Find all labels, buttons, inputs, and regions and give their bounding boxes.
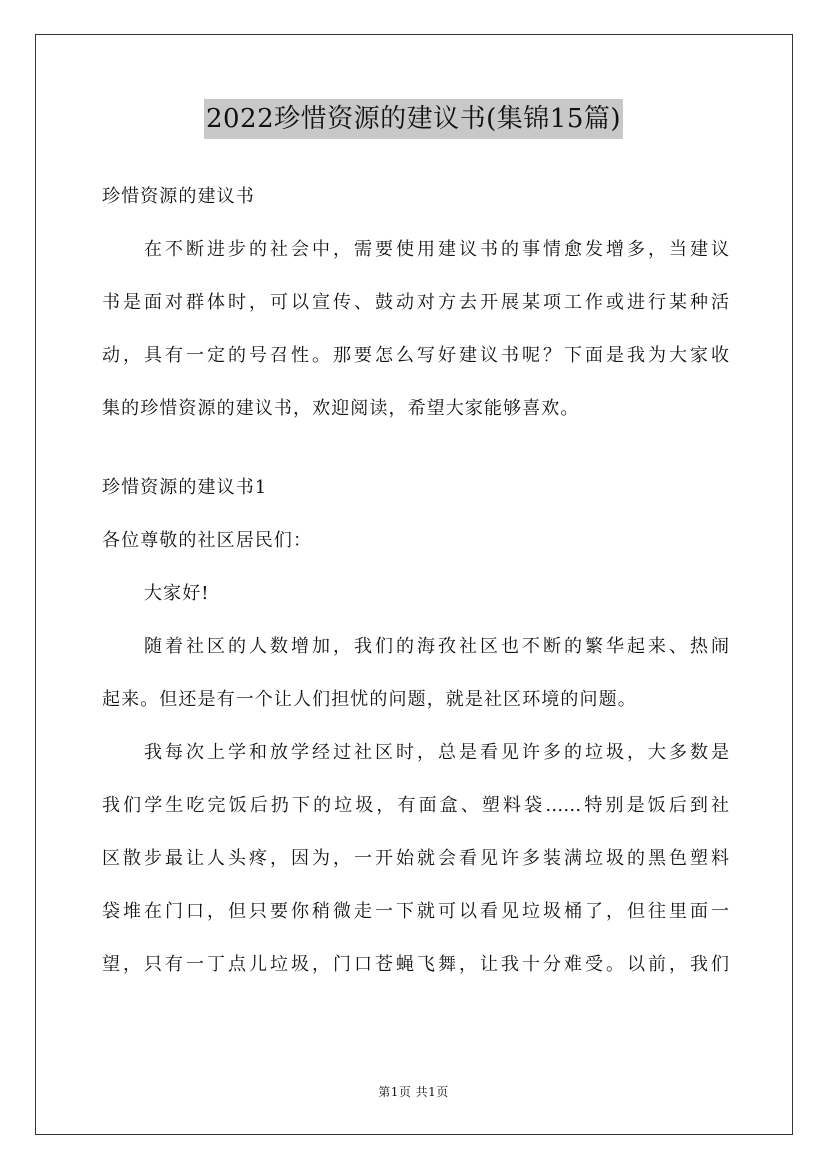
- paragraph-gap: [102, 435, 729, 461]
- section-heading: 珍惜资源的建议书1: [102, 477, 268, 498]
- paragraph-line: 望，只有一丁点儿垃圾，门口苍蝇飞舞，让我十分难受。以前，我们: [102, 954, 729, 975]
- page-footer: 第1页 共1页: [378, 1085, 449, 1099]
- title-container: [0, 99, 827, 139]
- paragraph-line: 区散步最让人头疼，因为，一开始就会看见许多装满垃圾的黑色塑料: [102, 848, 729, 869]
- paragraph-line: 随着社区的人数增加，我们的海孜社区也不断的繁华起来、热闹: [144, 636, 729, 657]
- paragraph-line: 书是面对群体时，可以宣传、鼓动对方去开展某项工作或进行某种活: [102, 292, 729, 313]
- document-body: [102, 170, 729, 991]
- paragraph-line: 我每次上学和放学经过社区时，总是看见许多的垃圾，大多数是: [144, 742, 729, 763]
- document-title: 2022珍惜资源的建议书(集锦15篇): [204, 99, 623, 139]
- paragraph-line: 动，具有一定的号召性。那要怎么写好建议书呢？下面是我为大家收: [102, 345, 729, 366]
- paragraph-line: 起来。但还是有一个让人们担忧的问题，就是社区环境的问题。: [102, 689, 637, 710]
- paragraph-line: 在不断进步的社会中，需要使用建议书的事情愈发增多，当建议: [144, 239, 729, 260]
- salutation: 各位尊敬的社区居民们：: [102, 530, 313, 551]
- greeting: 大家好!: [144, 583, 210, 604]
- paragraph-line: 集的珍惜资源的建议书，欢迎阅读，希望大家能够喜欢。: [102, 398, 580, 419]
- section-heading: 珍惜资源的建议书: [102, 186, 255, 207]
- paragraph-line: 袋堆在门口，但只要你稍微走一下就可以看见垃圾桶了，但往里面一: [102, 901, 729, 922]
- paragraph-line: 我们学生吃完饭后扔下的垃圾，有面盒、塑料袋……特别是饭后到社: [102, 795, 729, 816]
